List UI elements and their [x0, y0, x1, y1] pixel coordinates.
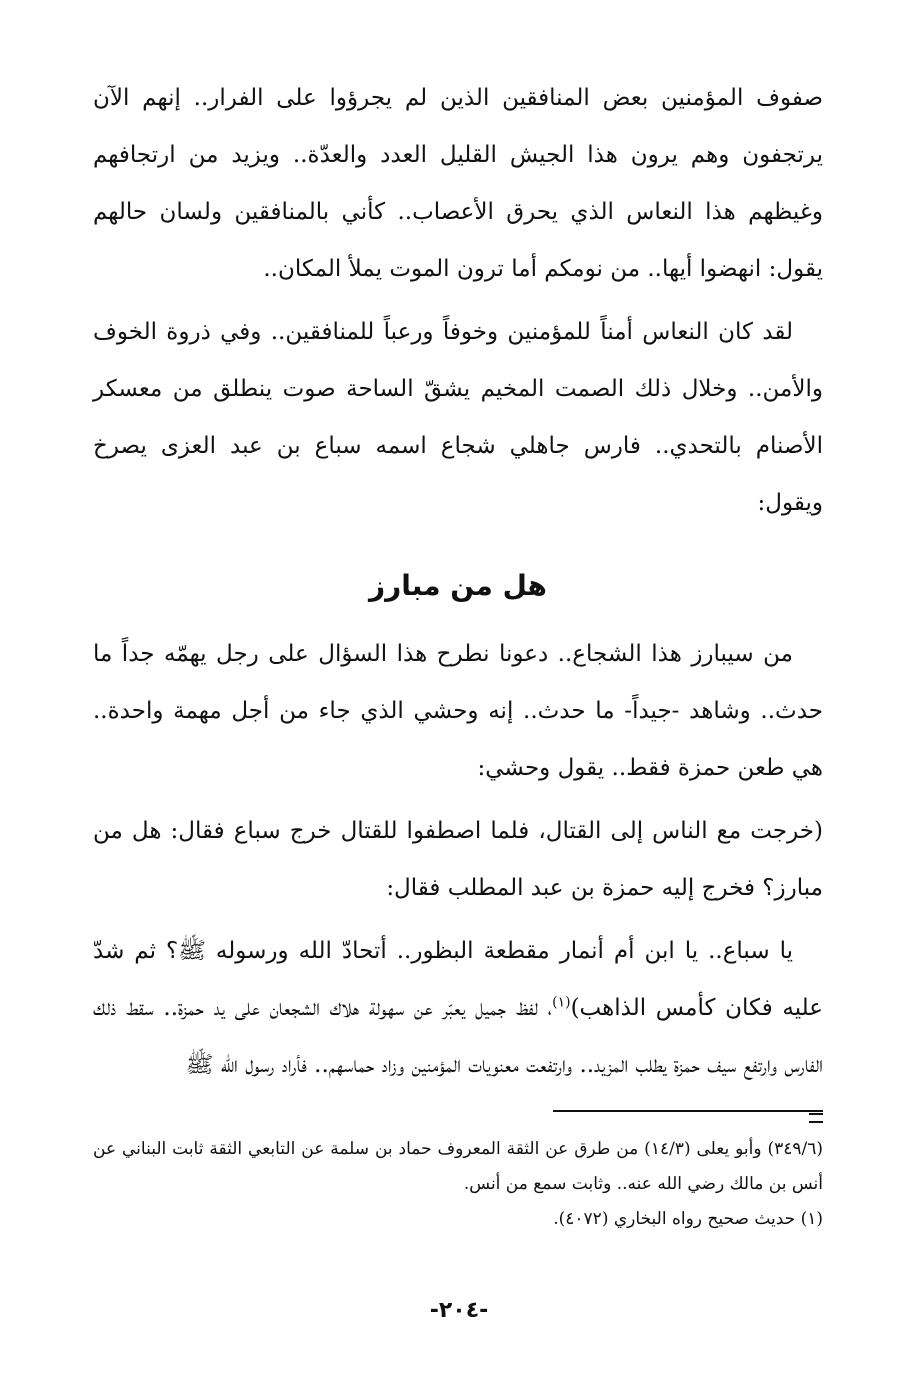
footnote-1: (١) حديث صحيح رواه البخاري (٤٠٧٢).: [553, 1209, 823, 1229]
section-heading: هل من مبارز: [369, 569, 547, 602]
paragraph-4-quote: (خرجت مع الناس إلى القتال، فلما اصطفوا للقتال خرج سباع فقال: هل من مبارز؟ فخرج إليه حمزة بن عبد المطلب فقال:: [93, 818, 823, 901]
continuation-mark: [809, 1113, 823, 1123]
paragraph-3: من سيبارز هذا الشجاع.. دعونا نطرح هذا السؤال على رجل يهمّه جداً ما حدث.. وشاهد -جيداً- ما حدث.. إنه وحشي الذي جاء من أجل مهمة واحدة.. هي طعن حمزة فقط.. يقول وحشي:: [93, 641, 823, 781]
footnote-separator: [553, 1110, 823, 1112]
paragraph-5: [93, 923, 823, 1094]
page-number: -٢٠٤-: [429, 1298, 489, 1323]
main-text: [93, 70, 823, 1094]
footnote-reference-1: (١): [552, 994, 571, 1011]
paragraph-2: لقد كان النعاس أمناً للمؤمنين وخوفاً ورعباً للمنافقين.. وفي ذروة الخوف والأمن.. وخلال ذلك الصمت المخيم يشقّ الساحة صوت ينطلق من معسكر الأصنام بالتحدي.. فارس جاهلي شجاع اسمه سباع بن عبد العزى يصرخ ويقول:: [93, 319, 823, 516]
footnote-continued: (٣٤٩/٦) وأبو يعلى (١٤/٣) من طرق عن الثقة المعروف حماد بن سلمة عن التابعي الثقة ثابت البناني عن أنس بن مالك رضي الله عنه.. وثابت سمع من أنس.: [93, 1139, 823, 1194]
paragraph-5-part-2: ، لفظ جميل يعبّر عن سهولة هلاك الشجعان على يد حمزة.. سقط ذلك الفارس وارتفع سيف حمزة يطلب المزيد.. وارتفعت معنويات المؤمنين وزاد حماسهم.. فأراد رسول الله ﷺ: [93, 995, 823, 1078]
footnotes: [93, 1132, 823, 1237]
paragraph-1: صفوف المؤمنين بعض المنافقين الذين لم يجرؤوا على الفرار.. إنهم الآن يرتجفون وهم يرون هذا الجيش القليل العدد والعدّة.. ويزيد من ارتجافهم وغيظهم هذا النعاس الذي يحرق الأعصاب.. كأني بالمنافقين ولسان حالهم يقول: انهضوا أيها.. من نومكم أما ترون الموت يملأ المكان..: [93, 85, 823, 282]
paragraph-5-part-1: يا سباع.. يا ابن أم أنمار مقطعة البظور.. أتحادّ الله ورسوله ﷺ؟ ثم شدّ عليه فكان كأمس الذاهب): [93, 938, 823, 1021]
